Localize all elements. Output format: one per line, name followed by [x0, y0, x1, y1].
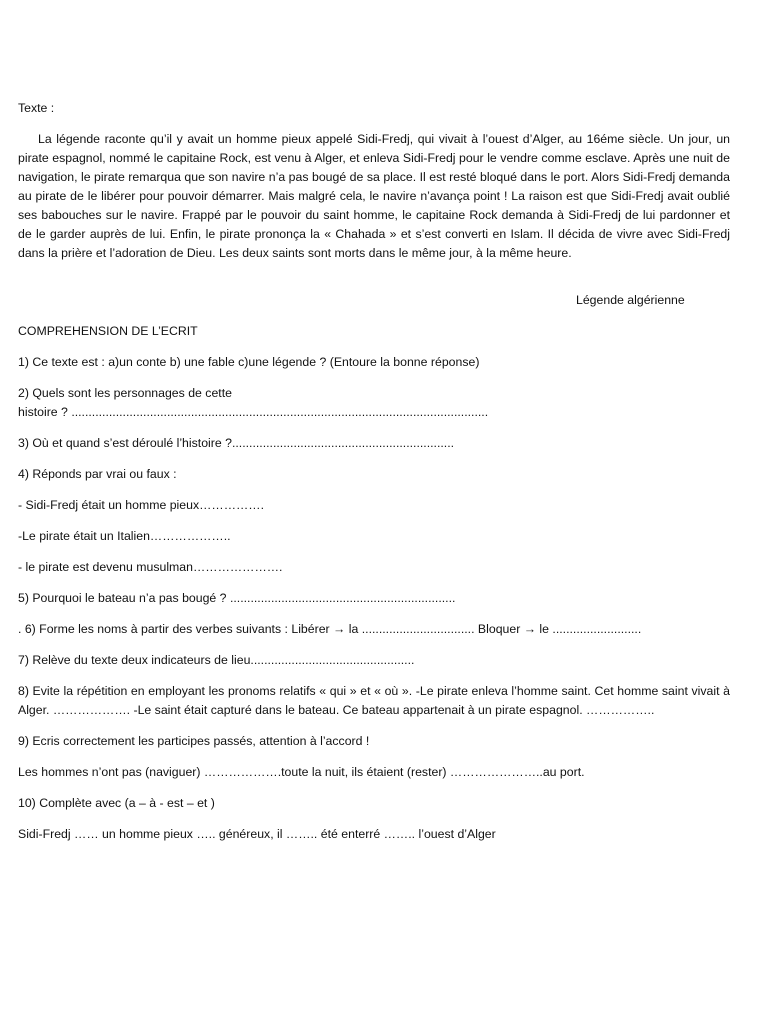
- story-paragraph: La légende raconte qu’il y avait un homme pieux appelé Sidi-Fredj, qui vivait à l’ouest d’Alger, au 16éme siècle. Un jour, un pirate espagnol, nommé le capitaine Rock, est venu à Alger, et enleva Sidi-Fredj pour le vendre comme esclave. Après une nuit de navigation, le pirate remarqua que son navire n’a pas bougé de sa place. Il est resté bloqué dans le port. Alors Sidi-Fredj demanda au pirate de le libérer pour pouvoir démarrer. Mais malgré cela, le navire n’avança point ! La raison est que Sidi-Fredj avait oublié ses babouches sur le navire. Frappé par le pouvoir du saint homme, le capitaine Rock demanda à Sidi-Fredj de lui pardonner et de le garder auprès de lui. Enfin, le pirate prononça la « Chahada » et s’est converti en Islam. Il décida de vivre avec Sidi-Fredj dans la prière et l’adoration de Dieu. Les deux saints sont morts dans le même jour, à la même heure.: [18, 132, 730, 260]
- question-4a: - Sidi-Fredj était un homme pieux…………….: [18, 498, 265, 512]
- question-4: 4) Réponds par vrai ou faux :: [18, 467, 177, 481]
- question-9a: Les hommes n’ont pas (naviguer) ……………….toute la nuit, ils étaient (rester) …………………..au port.: [18, 765, 585, 779]
- question-10: 10) Complète avec (a – à - est – et ): [18, 796, 215, 810]
- question-2-line-2: histoire ? ..........................................................................................................................: [18, 405, 489, 419]
- question-1: 1) Ce texte est : a)un conte b) une fable c)une légende ? (Entoure la bonne réponse): [18, 355, 480, 369]
- question-3: 3) Où et quand s’est déroulé l’histoire ?.................................................................: [18, 436, 455, 450]
- question-8: 8) Evite la répétition en employant les pronoms relatifs « qui » et « où ». -Le pirate enleva l’homme saint. Cet homme saint vivait à Alger. ………………. -Le saint était capturé dans le bateau. Ce bateau appartenait à un pirate espagnol. ……………..: [18, 684, 730, 717]
- question-4b: -Le pirate était un Italien………………..: [18, 529, 231, 543]
- question-5: 5) Pourquoi le bateau n’a pas bougé ? ..................................................................: [18, 591, 456, 605]
- question-9: 9) Ecris correctement les participes passés, attention à l’accord !: [18, 734, 370, 748]
- question-2-line-1: 2) Quels sont les personnages de cette: [18, 386, 232, 400]
- text-heading: Texte :: [18, 101, 55, 115]
- question-6: . 6) Forme les noms à partir des verbes suivants : Libérer → la ................................. Bloquer → le ..........................: [18, 622, 642, 636]
- source-attribution: Légende algérienne: [576, 293, 685, 307]
- question-7: 7) Relève du texte deux indicateurs de lieu................................................: [18, 653, 415, 667]
- section-title: COMPREHENSION DE L’ECRIT: [18, 324, 198, 338]
- question-10a: Sidi-Fredj …… un homme pieux ….. généreux, il …….. été enterré …….. l’ouest d’Alger: [18, 827, 496, 841]
- question-4c: - le pirate est devenu musulman………………….: [18, 560, 283, 574]
